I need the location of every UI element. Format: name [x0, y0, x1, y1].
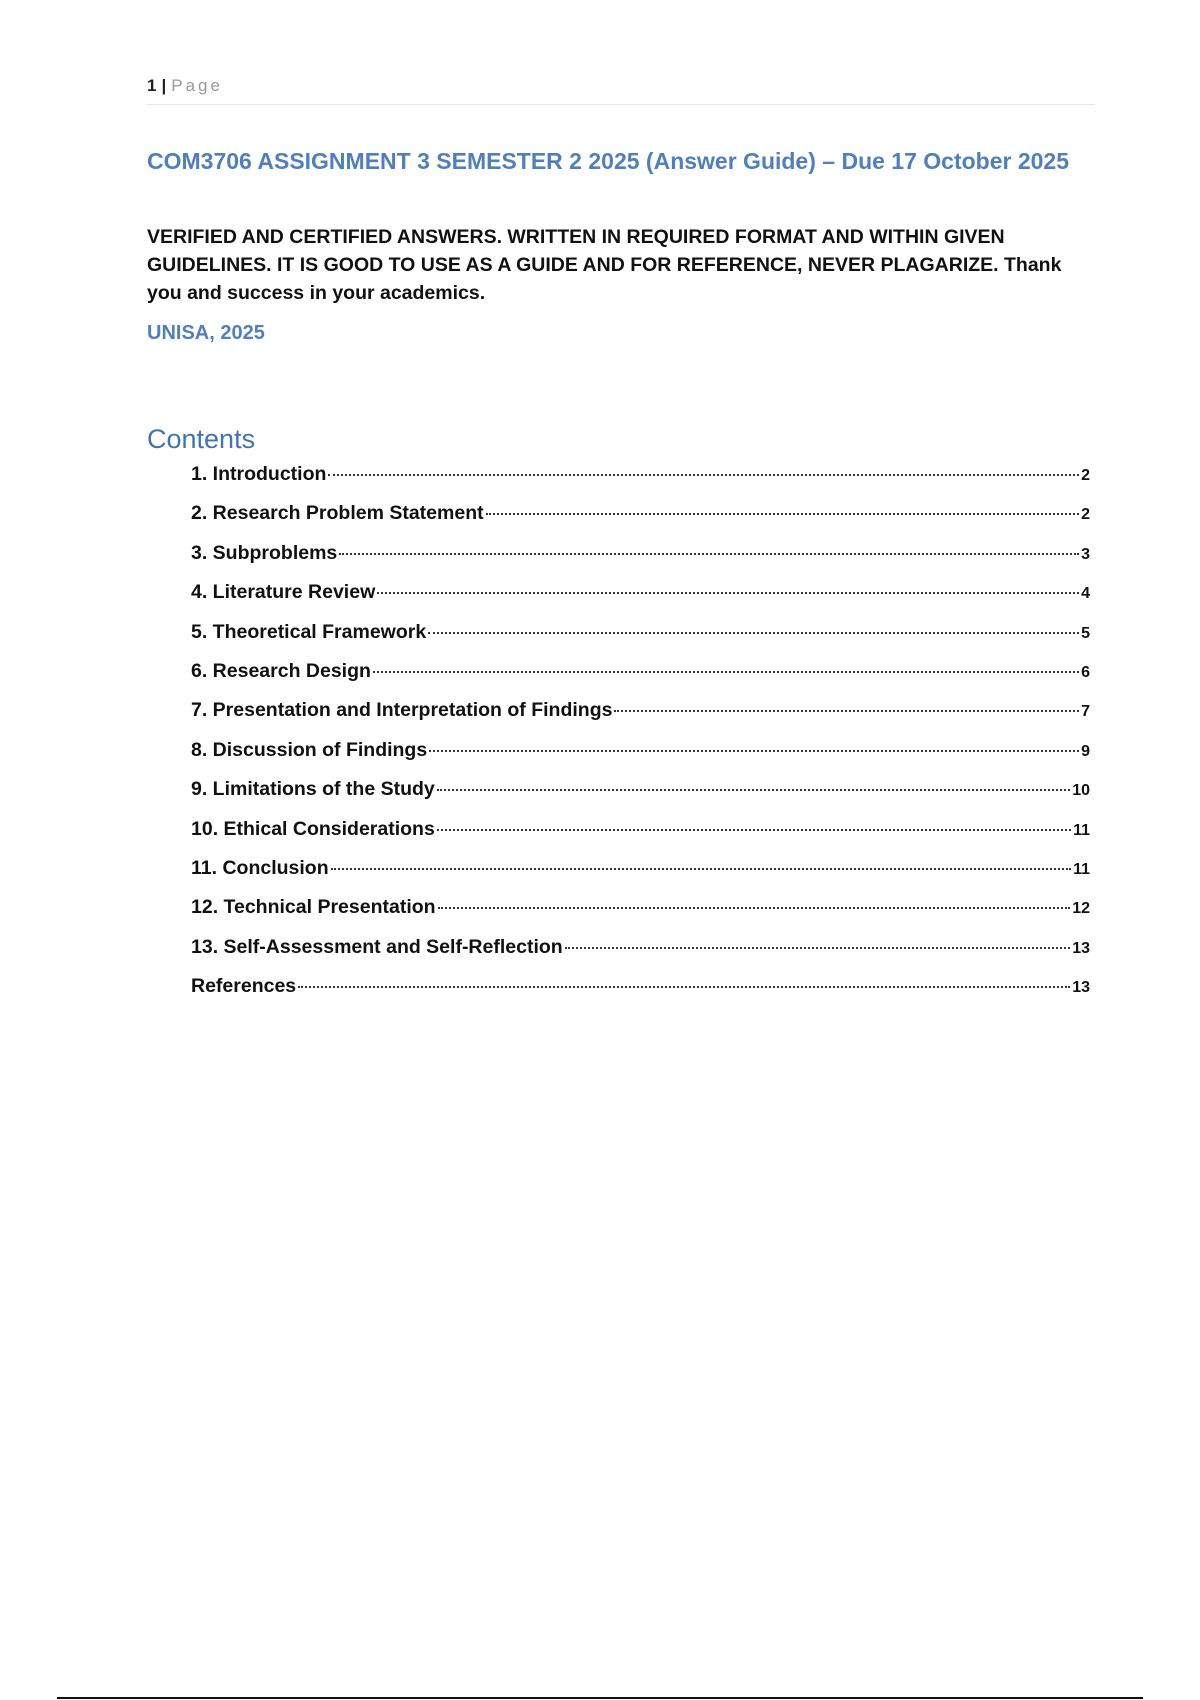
toc-dot-leader	[429, 750, 1079, 752]
toc-dot-leader	[437, 789, 1070, 791]
toc-dot-leader	[565, 947, 1071, 949]
toc-entry-page: 4	[1081, 585, 1090, 603]
toc-dot-leader	[486, 513, 1079, 515]
page-header	[147, 76, 223, 96]
toc-dot-leader	[377, 592, 1079, 594]
footer-rule	[57, 1697, 1143, 1699]
header-rule	[147, 104, 1095, 105]
toc-entry-label: 11. Conclusion	[191, 856, 329, 879]
toc-entry[interactable]	[191, 778, 1090, 817]
verified-notice-caps: VERIFIED AND CERTIFIED ANSWERS. WRITTEN IN REQUIRED FORMAT AND WITHIN GIVEN GUIDELINES. IT IS GOOD TO USE AS A GUIDE AND FOR REFERENCE, NEVER PLAGARIZE.	[147, 226, 1005, 276]
toc-entry-page: 7	[1081, 703, 1090, 721]
toc-entry-label: 2. Research Problem Statement	[191, 502, 484, 525]
toc-entry-label: 5. Theoretical Framework	[191, 620, 427, 643]
toc-entry-label: 8. Discussion of Findings	[191, 738, 428, 761]
toc-entry-label: 3. Subproblems	[191, 541, 338, 564]
toc-entry-page: 10	[1072, 782, 1090, 800]
institution-line: UNISA, 2025	[147, 322, 265, 344]
toc-entry[interactable]	[191, 857, 1090, 896]
toc-entry[interactable]	[191, 699, 1090, 738]
page-number: 1	[147, 76, 158, 95]
page-word: Page	[171, 76, 223, 95]
toc-entry[interactable]	[191, 896, 1090, 935]
toc-entry-page: 9	[1081, 742, 1090, 760]
toc-entry[interactable]	[191, 739, 1090, 778]
toc-entry[interactable]	[191, 975, 1090, 1014]
toc-entry-page: 12	[1072, 900, 1090, 918]
toc-entry[interactable]	[191, 463, 1090, 502]
toc-entry-page: 5	[1081, 624, 1090, 642]
toc-dot-leader	[331, 868, 1071, 870]
toc-entry-label: 12. Technical Presentation	[191, 896, 436, 919]
toc-entry-page: 13	[1072, 979, 1090, 997]
toc-dot-leader	[298, 986, 1070, 988]
toc-dot-leader	[437, 829, 1071, 831]
toc-entry[interactable]	[191, 660, 1090, 699]
toc-entry[interactable]	[191, 542, 1090, 581]
verified-notice	[147, 223, 1087, 307]
toc-entry-page: 6	[1081, 663, 1090, 681]
toc-dot-leader	[438, 907, 1071, 909]
toc-entry[interactable]	[191, 502, 1090, 541]
toc-dot-leader	[339, 553, 1079, 555]
toc-entry-label: References	[191, 975, 297, 998]
toc-entry-label: 13. Self-Assessment and Self-Reflection	[191, 935, 563, 958]
page-separator: |	[161, 76, 168, 95]
toc-dot-leader	[614, 710, 1079, 712]
toc-entry-page: 11	[1073, 821, 1090, 839]
document-title: COM3706 ASSIGNMENT 3 SEMESTER 2 2025 (Answer Guide) – Due 17 October 2025	[147, 148, 1070, 174]
toc-entry[interactable]	[191, 936, 1090, 975]
toc-entry-page: 11	[1073, 860, 1090, 878]
toc-dot-leader	[373, 671, 1079, 673]
toc-entry[interactable]	[191, 621, 1090, 660]
toc-entry-label: 9. Limitations of the Study	[191, 778, 435, 801]
toc-entry-page: 2	[1081, 506, 1090, 524]
toc-entry[interactable]	[191, 818, 1090, 857]
verified-notice-tail: Thank you and success in your academics.	[147, 254, 1062, 304]
toc-entry-label: 1. Introduction	[191, 463, 327, 485]
toc-entry-page: 2	[1081, 467, 1090, 484]
toc-entry-label: 10. Ethical Considerations	[191, 817, 435, 840]
toc-entry-label: 6. Research Design	[191, 659, 371, 682]
toc-entry-page: 13	[1072, 939, 1090, 957]
toc-dot-leader	[428, 632, 1079, 634]
toc-dot-leader	[328, 474, 1079, 476]
toc-entry[interactable]	[191, 581, 1090, 620]
table-of-contents	[191, 463, 1090, 1014]
toc-entry-label: 4. Literature Review	[191, 581, 376, 604]
toc-entry-label: 7. Presentation and Interpretation of Findings	[191, 699, 613, 722]
contents-heading: Contents	[147, 424, 256, 454]
toc-entry-page: 3	[1081, 545, 1090, 563]
